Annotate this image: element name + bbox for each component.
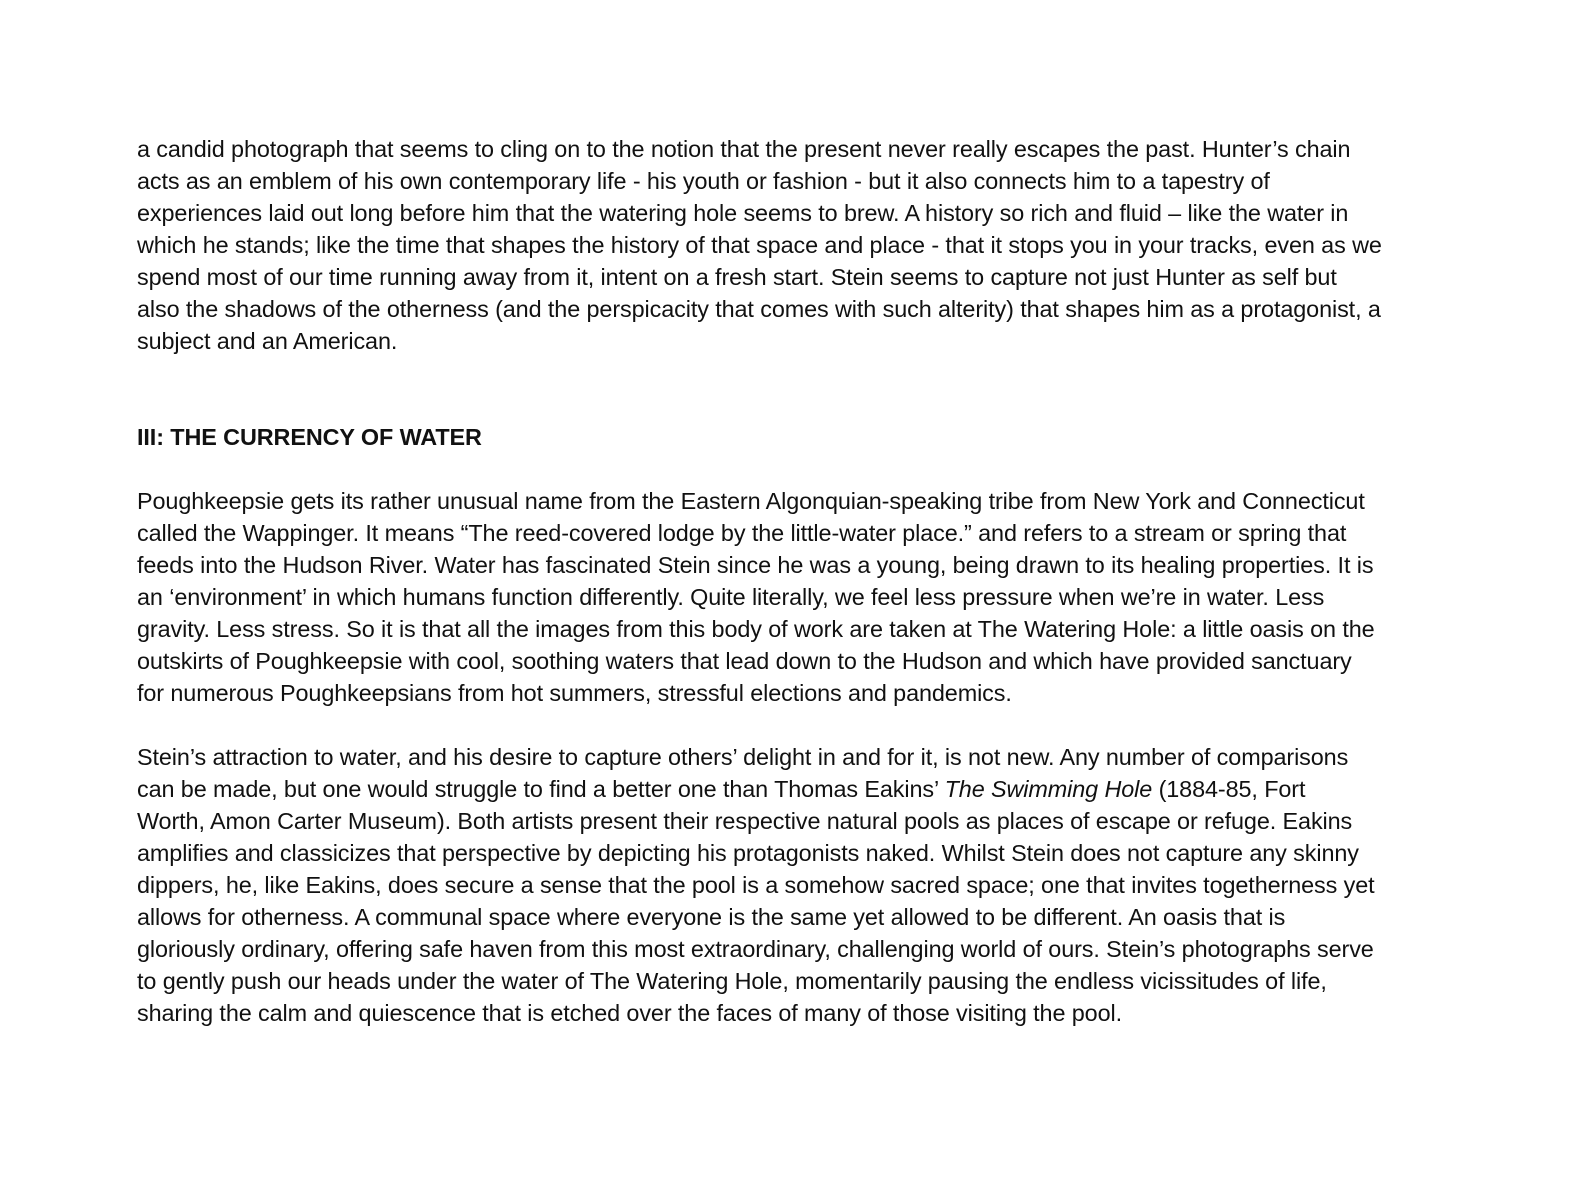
text-line: dippers, he, like Eakins, does secure a sense that the pool is a somehow sacred space; one that invites togetherness yet: [137, 872, 1375, 898]
text-line: allows for otherness. A communal space where everyone is the same yet allowed to be different. An oasis that is: [137, 904, 1286, 930]
text-line: a candid photograph that seems to cling on to the notion that the present never really escapes the past. Hunter’s chain: [137, 136, 1351, 162]
text-line: [137, 773, 1437, 805]
text-line: gloriously ordinary, offering safe haven from this most extraordinary, challenging world of ours. Stein’s photographs serve: [137, 936, 1374, 962]
text-segment: can be made, but one would struggle to find a better one than Thomas Eakins’: [137, 776, 945, 802]
text-line: outskirts of Poughkeepsie with cool, soothing waters that lead down to the Hudson and which have provided sanctuary: [137, 648, 1352, 674]
spacer: [137, 453, 1437, 485]
text-line: also the shadows of the otherness (and the perspicacity that comes with such alterity) that shapes him as a protagonist, a: [137, 296, 1381, 322]
text-line: for numerous Poughkeepsians from hot summers, stressful elections and pandemics.: [137, 680, 1012, 706]
text-line: sharing the calm and quiescence that is etched over the faces of many of those visiting the pool.: [137, 1000, 1122, 1026]
text-line: amplifies and classicizes that perspective by depicting his protagonists naked. Whilst Stein does not capture any skinny: [137, 840, 1359, 866]
text-line: spend most of our time running away from it, intent on a fresh start. Stein seems to capture not just Hunter as self but: [137, 264, 1337, 290]
artwork-title: The Swimming Hole: [944, 776, 1153, 802]
spacer: [137, 709, 1437, 741]
text-line: to gently push our heads under the water of The Watering Hole, momentarily pausing the endless vicissitudes of life,: [137, 968, 1327, 994]
text-line: Poughkeepsie gets its rather unusual name from the Eastern Algonquian-speaking tribe from New York and Connecticut: [137, 488, 1365, 514]
document-page: [137, 133, 1437, 1029]
text-line: subject and an American.: [137, 328, 398, 354]
text-line: acts as an emblem of his own contemporary life - his youth or fashion - but it also connects him to a tapestry of: [137, 168, 1270, 194]
text-segment: (1884-85, Fort: [1152, 776, 1306, 802]
text-line: Stein’s attraction to water, and his desire to capture others’ delight in and for it, is not new. Any number of comparisons: [137, 744, 1349, 770]
text-line: feeds into the Hudson River. Water has fascinated Stein since he was a young, being drawn to its healing properties. It is: [137, 552, 1374, 578]
spacer: [137, 357, 1437, 421]
text-line: called the Wappinger. It means “The reed-covered lodge by the little-water place.” and refers to a stream or spring that: [137, 520, 1347, 546]
text-line: experiences laid out long before him that the watering hole seems to brew. A history so rich and fluid – like the water in: [137, 200, 1349, 226]
intro-paragraph: [137, 133, 1437, 357]
text-line: which he stands; like the time that shapes the history of that space and place - that it stops you in your tracks, even as we: [137, 232, 1382, 258]
text-line: an ‘environment’ in which humans function differently. Quite literally, we feel less pressure when we’re in water. Less: [137, 584, 1325, 610]
text-line: Worth, Amon Carter Museum). Both artists present their respective natural pools as places of escape or refuge. Eakins: [137, 808, 1353, 834]
paragraph-three: [137, 741, 1437, 1029]
section-heading: III: THE CURRENCY OF WATER: [137, 424, 482, 450]
text-line: gravity. Less stress. So it is that all the images from this body of work are taken at The Watering Hole: a little oasis on the: [137, 616, 1375, 642]
paragraph-two: [137, 485, 1437, 709]
